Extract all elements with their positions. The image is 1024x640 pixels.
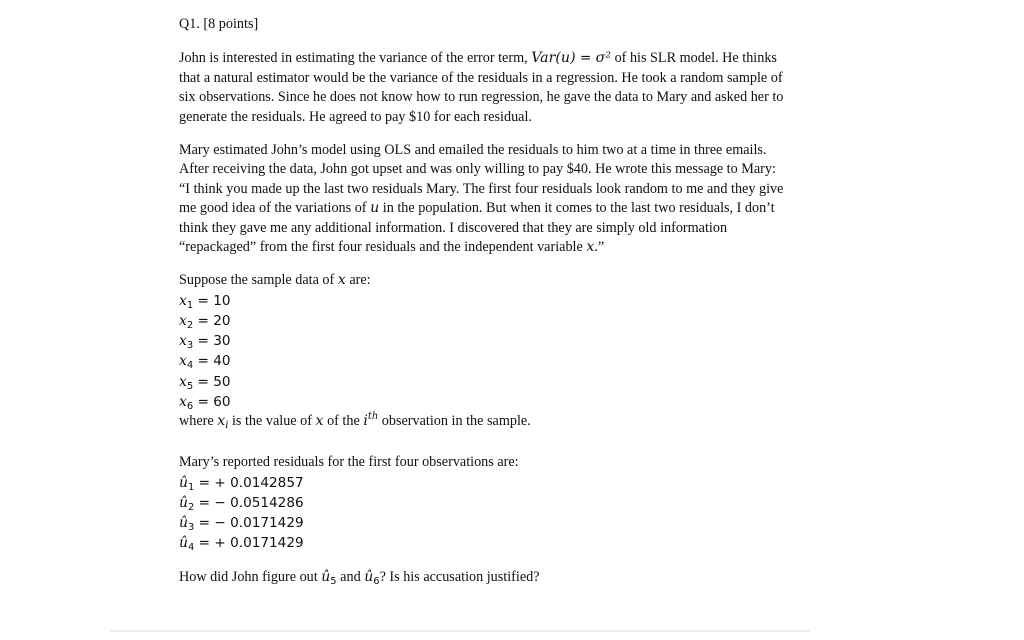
question-page [179,15,789,587]
paragraph2-text-c: .” [594,239,605,256]
residuals-intro: Mary’s reported residuals for the first four observations are: [179,454,519,471]
sample-values-list [179,291,789,412]
sample-value-x3: $x_3 = 30$ [179,333,231,352]
paragraph1-text-a: John is interested in estimating the variance of the error term, [179,50,532,67]
question-header: Q1. [8 points] [179,16,259,32]
residual-u1: $û_1$ = + 0.0142857 [179,474,304,493]
bottom-divider [110,630,810,632]
sample-where-note: where $x_i$ is the value of x of the $i^{th}$ observation in the sample. [179,411,531,431]
sample-intro: Suppose the sample data of x are: [179,272,371,289]
x-symbol: x [586,239,595,256]
paragraph2-text-a: Mary estimated John’s model using OLS and emailed the residuals to him two at a time in three emails. After receiving the data, John got upset and was only willing to pay $40. He wrote this message to Mary: “I think you made up the last two residuals Mary. The first four residuals look random to me and they give me good idea of the variations of [179,142,784,217]
residual-u4: $û_4$ = + 0.0171429 [179,535,304,554]
u-symbol: u [370,200,380,217]
sample-value-x4: $x_4 = 40$ [179,353,231,372]
residuals-block [179,453,789,553]
sample-value-x2: $x_2 = 20$ [179,313,231,332]
sample-value-x5: $x_5 = 50$ [179,373,231,392]
variance-formula-eq: = [575,50,596,67]
residual-u2: $û_2$ = − 0.0514286 [179,495,304,513]
variance-formula-lhs: Var(u) [531,50,576,67]
variance-formula-rhs: σ² [595,50,612,67]
residuals-list [179,473,789,554]
paragraph1-text-b: of his SLR model. He thinks that a natural estimator would be the variance of the residuals in a regression. He took a random sample of six observations. Since he does not know how to run regression, he gave the data to Mary and asked her to generate the residuals. He agreed to pay $10 for each residual. [179,50,784,125]
section-gap [179,431,789,453]
residual-u3: $û_3$ = − 0.0171429 [179,515,304,534]
sample-data-block [179,271,789,431]
paragraph-john-message [179,141,789,257]
paragraph-problem-setup [179,49,789,127]
sample-value-x1: $x_1 = 10$ [179,292,231,311]
sample-value-x6: $x_6 = 60$ [179,393,231,412]
paragraph2-text-b: in the population. But when it comes to the last two residuals, I don’t think they gave me any additional information. I discovered that they are simply old information “repackaged” from the first four residuals and the independent variable [179,200,775,256]
final-question: How did John figure out $û_5$ and $û_6$? Is his accusation justified? [179,568,540,587]
